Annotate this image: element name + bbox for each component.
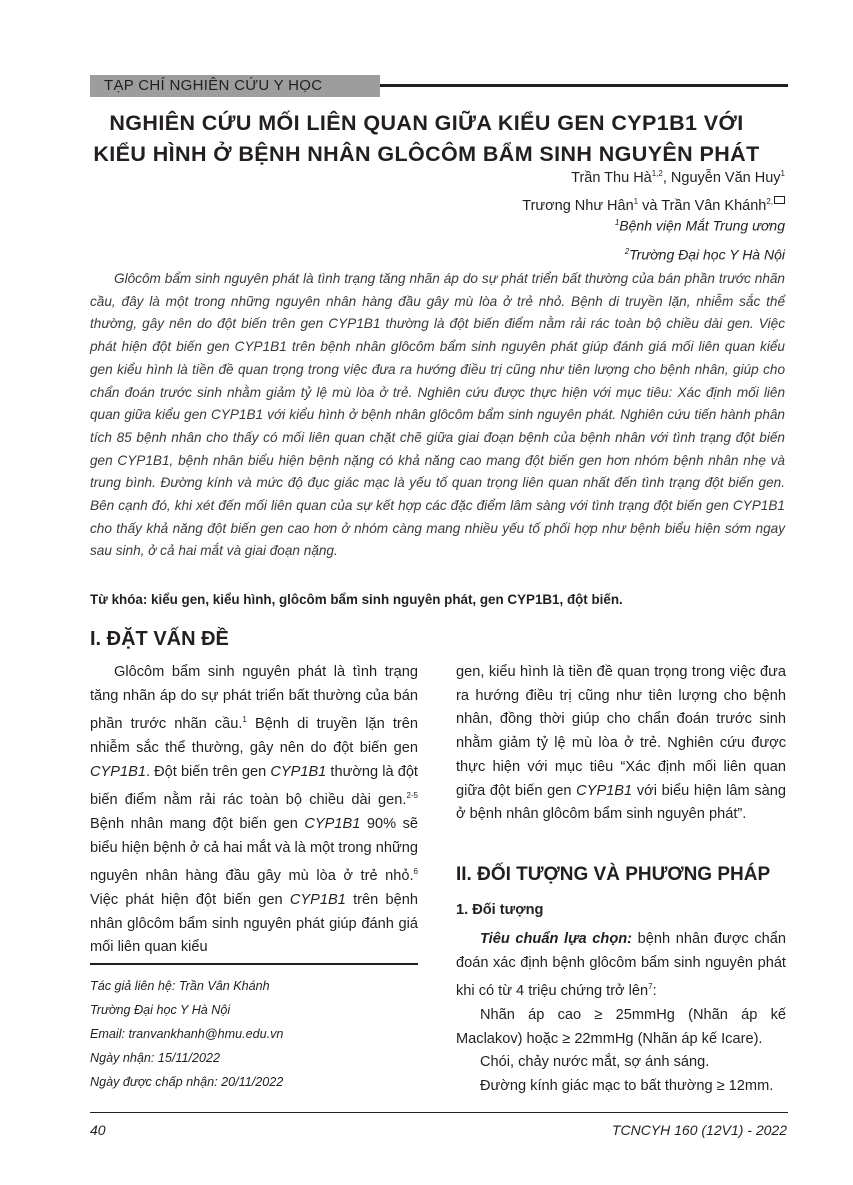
- keywords: Từ khóa: kiểu gen, kiểu hình, glôcôm bẩm sinh nguyên phát, gen CYP1B1, đột biến.: [90, 592, 623, 607]
- author-conjunction: và: [642, 197, 658, 214]
- text-run: Glôcôm bẩm sinh nguyên phát là tình trạng tăng nhãn áp do sự phát triển bất thường của bán phần trước nhãn cầu.: [90, 664, 418, 733]
- affil-sup: 2: [624, 246, 630, 256]
- gene-name: CYP1B1: [576, 782, 633, 799]
- affil-text: Bệnh viện Mắt Trung ương: [619, 217, 785, 234]
- author-name: Trần Vân Khánh: [661, 197, 767, 214]
- corresponding-author: Tác giả liên hệ: Trần Vân Khánh: [90, 979, 270, 993]
- journal-reference: TCNCYH 160 (12V1) - 2022: [611, 1122, 787, 1138]
- author-name: Nguyễn Văn Huy: [670, 169, 781, 186]
- corresponding-email: Email: tranvankhanh@hmu.edu.vn: [90, 1027, 284, 1041]
- citation: 2-5: [406, 791, 418, 801]
- affiliation-2: [615, 239, 785, 268]
- title-line-1: NGHIÊN CỨU MỐI LIÊN QUAN GIỮA KIỂU GEN CYP1B1 VỚI: [109, 111, 744, 135]
- text-run: gen, kiểu hình là tiền đề quan trọng trong việc đưa ra hướng điều trị cũng như tiên lượng cho bệnh nhân, đồng thời giúp cho chẩn đoán trước sinh nhằm giảm tỷ lệ mù lòa ở trẻ. Nghiên cứu được thực hiện với mục tiêu “Xác định mối liên quan giữa đột biến gen: [456, 664, 786, 799]
- text-run: Việc phát hiện đột biến gen: [90, 891, 290, 908]
- text-run: 90% sẽ biểu hiện bệnh ở cả hai mắt và là một trong những nguyên nhân hàng đầu gây mù lòa ở trẻ nhỏ.: [90, 815, 418, 885]
- header-rule: [380, 84, 788, 87]
- corresponding-institution: Trường Đại học Y Hà Nội: [90, 1003, 231, 1017]
- affiliation-1: [615, 210, 785, 239]
- author-name: Trần Thu Hà: [571, 169, 652, 186]
- text-run: trên bệnh nhân glôcôm bẩm sinh nguyên phát giúp đánh giá mối liên quan kiểu: [90, 891, 418, 956]
- text-run: với biểu hiện lâm sàng ở bệnh nhân glôcôm bẩm sinh nguyên phát”.: [456, 782, 786, 823]
- author-line-1: Trần Thu Hà$^{1,2}$, Nguyễn Văn Huy$^1$: [571, 169, 785, 186]
- citation: 7: [648, 982, 653, 992]
- journal-name: TẠP CHÍ NGHIÊN CỨU Y HỌC: [104, 77, 323, 94]
- inclusion-criteria: [456, 928, 786, 1099]
- abstract: Glôcôm bẩm sinh nguyên phát là tình trạng tăng nhãn áp do sự phát triển bất thường của bán phần trước nhãn cầu, đây là một trong những nguyên nhân hàng đầu gây mù lòa ở trẻ nhỏ. Bệnh di truyền lặn, nhiễm sắc thể thường, gây nên do đột biến trên gen CYP1B1 thường là đột biến điểm nằm rải rác toàn bộ chiều dài gen. Việc phát hiện đột biến gen CYP1B1 trên bệnh nhân glôcôm bẩm sinh nguyên phát giúp đánh giá mối liên quan kiểu gen kiểu hình là tiền đề quan trọng trong việc đưa ra hướng điều trị cũng như tiên lượng cho bệnh nhân, giúp cho chẩn đoán trước sinh nhằm giảm tỷ lệ mù lòa ở trẻ. Nghiên cứu được thực hiện với mục tiêu: Xác định mối liên quan giữa kiểu gen CYP1B1 với kiểu hình ở bệnh nhân glôcôm bẩm sinh nguyên phát. Nghiên cứu tiến hành phân tích 85 bệnh nhân cho thấy có mối liên quan chặt chẽ giữa giai đoạn bệnh của bệnh nhân với tình trạng đột biến gen CYP1B1, bệnh nhân biểu hiện bệnh nặng có khả năng cao mang đột biến gen hơn nhóm bệnh nhân nhẹ và trung bình. Đường kính và mức độ đục giác mạc là yếu tố quan trọng liên quan nhất đến tình trạng đột biến gen. Bên cạnh đó, khi xét đến mối liên quan của sự kết hợp các đặc điểm lâm sàng với tình trạng đột biến gen CYP1B1 cho thấy khả năng đột biến gen cao hơn ở nhóm càng mang nhiều yếu tố phối hợp như bệnh biểu hiện sớm ngay sau sinh, ở cả hai mắt và giai đoạn nặng.: [90, 271, 785, 559]
- footer-rule: [90, 1112, 788, 1113]
- gene-name: CYP1B1: [304, 815, 361, 832]
- author-affil-sup: 2,: [766, 196, 773, 206]
- criteria-item: Đường kính giác mạc to bất thường ≥ 12mm.: [480, 1078, 774, 1095]
- gene-name: CYP1B1: [270, 763, 327, 780]
- section-heading-intro: I. ĐẶT VẤN ĐỀ: [90, 628, 229, 650]
- citation: 1: [242, 715, 247, 725]
- section-heading-methods: II. ĐỐI TƯỢNG VÀ PHƯƠNG PHÁP: [456, 864, 771, 885]
- intro-paragraph-right: [456, 661, 786, 827]
- author-affil-sup: 1,2: [651, 169, 663, 178]
- citation: 6: [413, 867, 418, 877]
- affiliation-list: [615, 210, 785, 267]
- affil-sup: 1: [614, 218, 620, 227]
- criteria-paragraph: [456, 928, 786, 1004]
- title-line-2: KIỂU HÌNH Ở BỆNH NHÂN GLÔCÔM BẨM SINH NGUYÊN PHÁT: [93, 142, 760, 166]
- text-run: bệnh nhân được chẩn đoán xác định bệnh glôcôm bẩm sinh nguyên phát khi có từ 4 triệu chứng trở lên: [456, 931, 786, 1000]
- criteria-item: Chói, chảy nước mắt, sợ ánh sáng.: [480, 1054, 710, 1071]
- accepted-date: Ngày được chấp nhận: 20/11/2022: [90, 1075, 284, 1089]
- text-run: . Đột biến trên gen: [145, 763, 271, 780]
- affil-text: Trường Đại học Y Hà Nội: [629, 246, 785, 263]
- received-date: Ngày nhận: 15/11/2022: [90, 1051, 221, 1065]
- article-title: [60, 108, 793, 170]
- author-affil-sup: 1: [633, 196, 639, 206]
- text-run: Bệnh di truyền lặn trên nhiễm sắc thể thường, gây nên do đột biến gen: [90, 716, 418, 756]
- author-affil-sup: 1: [780, 169, 785, 178]
- text-run: :: [652, 983, 657, 1000]
- intro-paragraph-left: [90, 661, 418, 960]
- gene-name: CYP1B1: [90, 763, 146, 780]
- subsection-heading-subjects: 1. Đối tượng: [456, 902, 544, 918]
- criteria-label: Tiêu chuẩn lựa chọn:: [480, 931, 633, 947]
- criteria-item: Nhãn áp cao ≥ 25mmHg (Nhãn áp kế Maclakov) hoặc ≥ 22mmHg (Nhãn áp kế Icare).: [456, 1006, 786, 1047]
- envelope-icon: [774, 196, 785, 204]
- correspondence-footnote: [90, 974, 283, 1094]
- text-run: Bệnh nhân mang đột biến gen: [90, 815, 305, 832]
- footnote-rule: [90, 963, 418, 965]
- text-run: thường là đột biến điểm nằm rải rác toàn bộ chiều dài gen.: [90, 763, 418, 809]
- author-name: Trương Như Hân: [522, 197, 634, 214]
- page-number: 40: [90, 1122, 106, 1138]
- gene-name: CYP1B1: [289, 891, 346, 908]
